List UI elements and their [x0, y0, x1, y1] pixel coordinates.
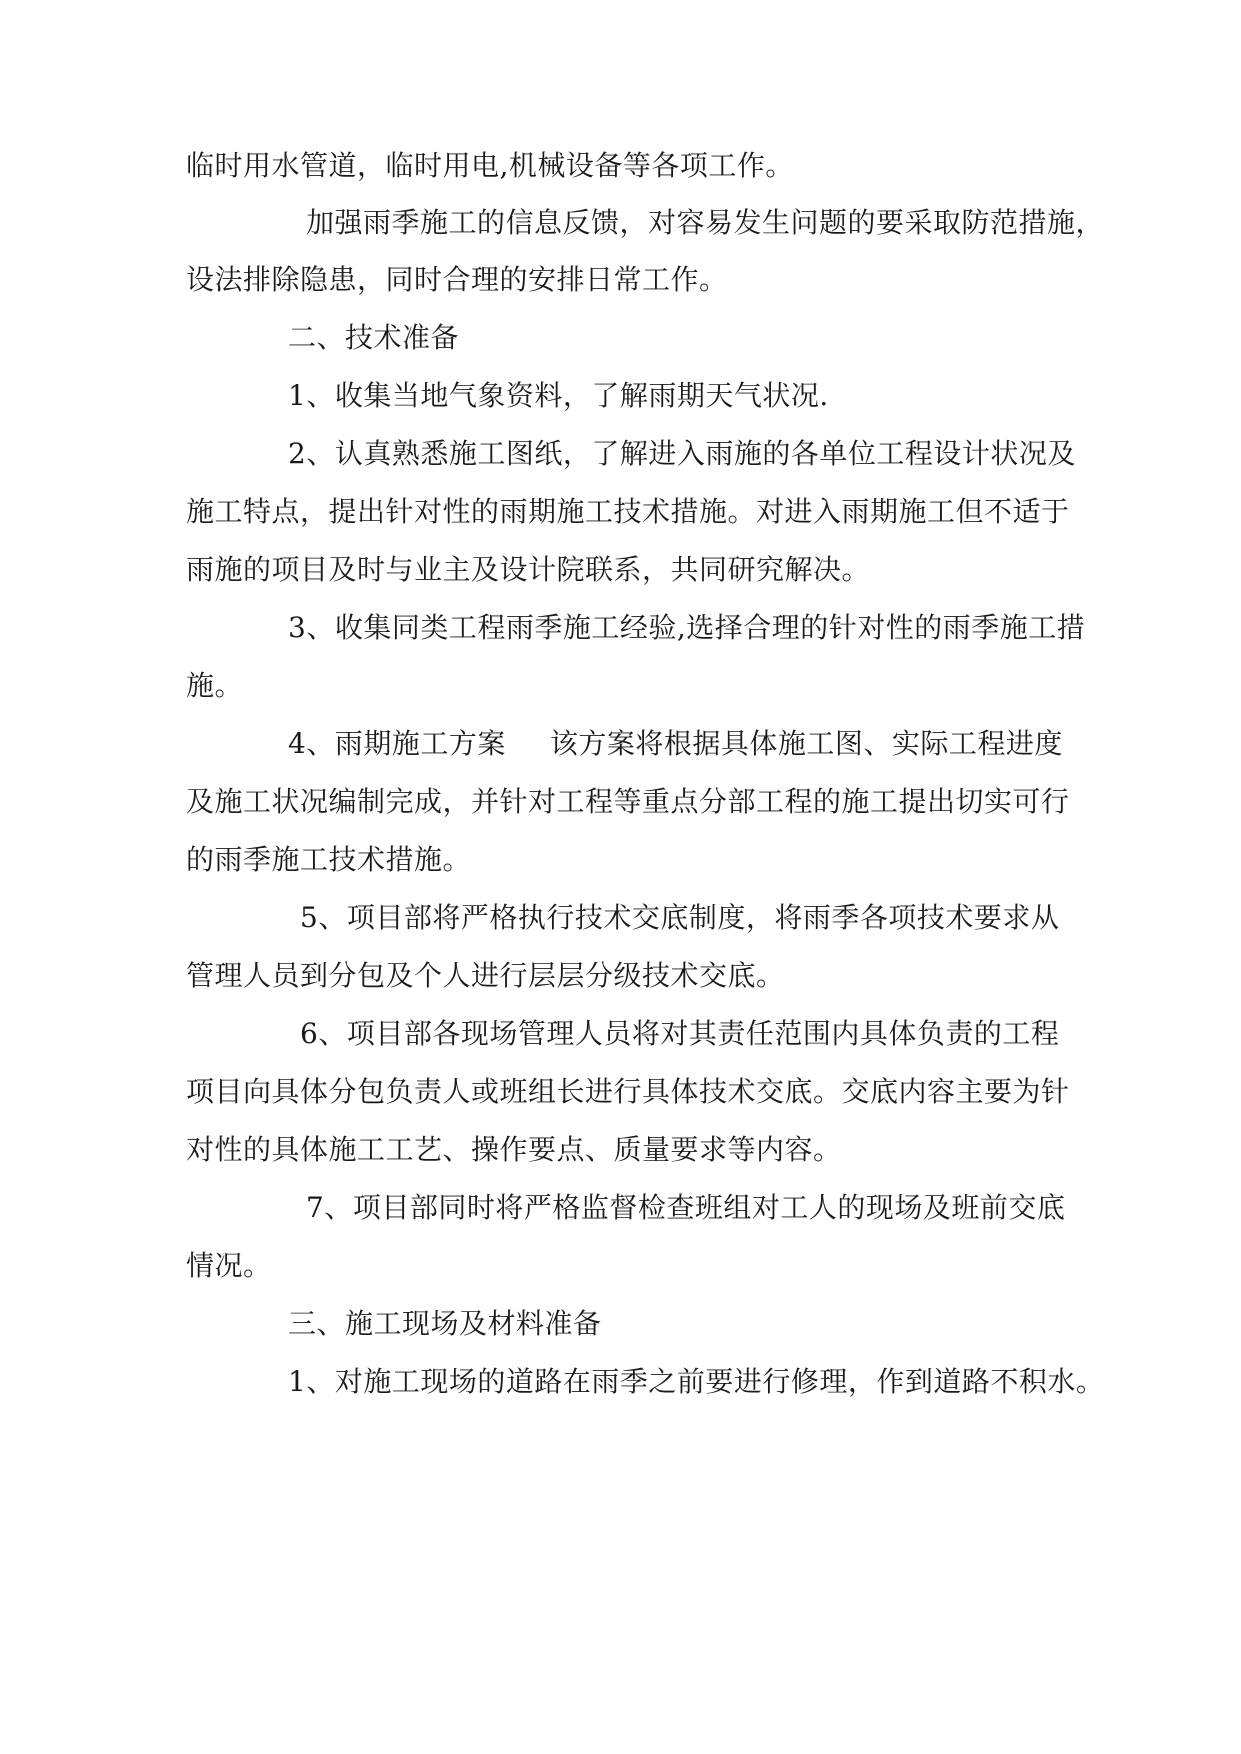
plan-label: 4、雨期施工方案 [288, 727, 506, 760]
text-line [288, 724, 1063, 764]
text-line: 雨施的项目及时与业主及设计院联系，共同研究解决。 [186, 553, 871, 586]
text-line: 5、项目部将严格执行技术交底制度，将雨季各项技术要求从 [300, 901, 1060, 934]
text-line: 施。 [186, 669, 244, 702]
text-line: 1、收集当地气象资料，了解雨期天气状况. [288, 379, 829, 412]
text-line: 对性的具体施工工艺、操作要点、质量要求等内容。 [186, 1133, 842, 1166]
text-line: 1、对施工现场的道路在雨季之前要进行修理，作到道路不积水。 [288, 1365, 1105, 1398]
text-line: 管理人员到分包及个人进行层层分级技术交底。 [186, 959, 785, 992]
section-heading: 二、技术准备 [288, 321, 460, 354]
text-line: 的雨季施工技术措施。 [186, 843, 472, 876]
text-line: 项目向具体分包负责人或班组长进行具体技术交底。交底内容主要为针 [186, 1075, 1070, 1108]
text-line: 施工特点，提出针对性的雨期施工技术措施。对进入雨期施工但不适于 [186, 495, 1070, 528]
text-line: 3、收集同类工程雨季施工经验,选择合理的针对性的雨季施工措 [288, 611, 1086, 644]
section-heading: 三、施工现场及材料准备 [288, 1307, 602, 1340]
text-line: 及施工状况编制完成，并针对工程等重点分部工程的施工提出切实可行 [186, 785, 1070, 818]
text-line: 7、项目部同时将严格监督检查班组对工人的现场及班前交底 [306, 1191, 1066, 1224]
text-line: 临时用水管道，临时用电,机械设备等各项工作。 [186, 149, 794, 182]
text-line: 2、认真熟悉施工图纸，了解进入雨施的各单位工程设计状况及 [288, 437, 1076, 470]
text-line: 6、项目部各现场管理人员将对其责任范围内具体负责的工程 [300, 1017, 1060, 1050]
text-line: 情况。 [186, 1249, 272, 1282]
text-line: 加强雨季施工的信息反馈，对容易发生问题的要采取防范措施， [306, 206, 1105, 239]
plan-description: 该方案将根据具体施工图、实际工程进度 [549, 727, 1063, 760]
text-line: 设法排除隐患，同时合理的安排日常工作。 [186, 263, 728, 296]
